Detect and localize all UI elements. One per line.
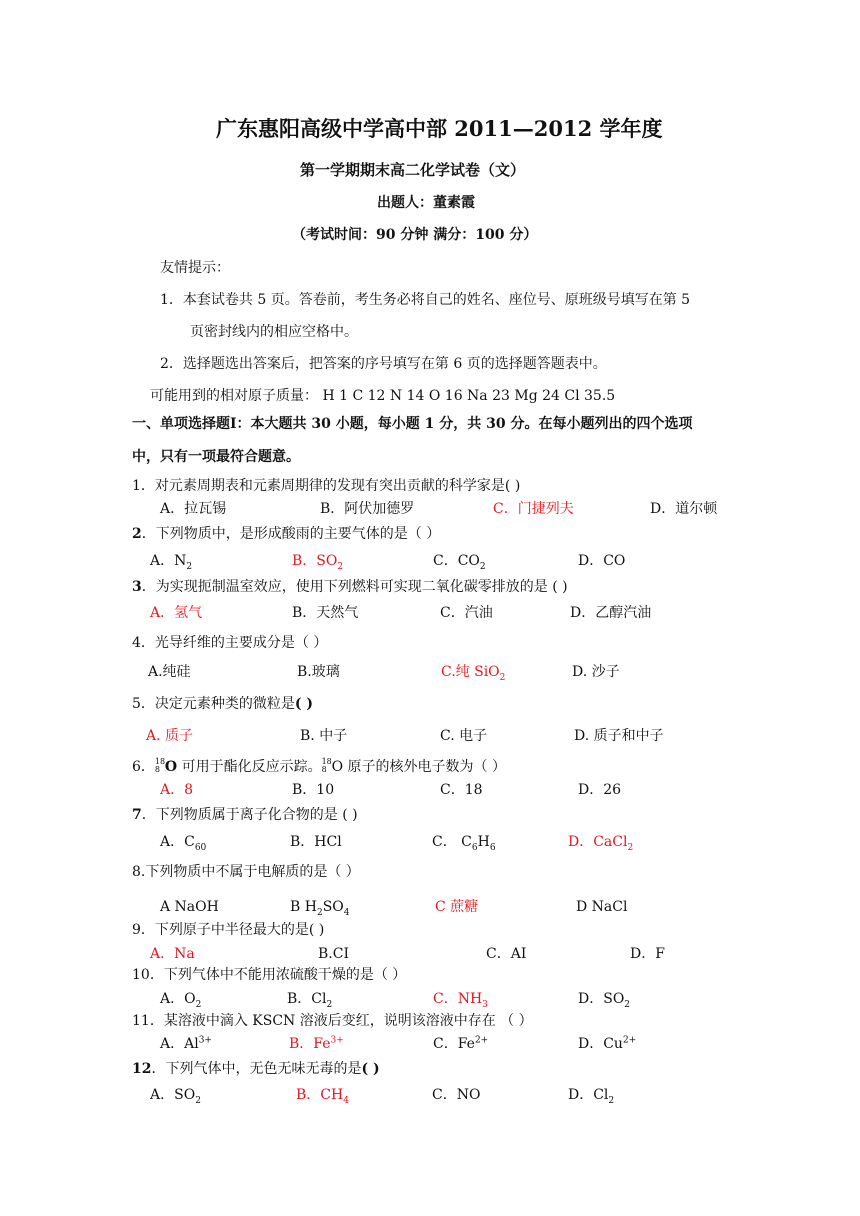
q7-stem-text: ．下列物质属于离子化合物的是 ( ) [141, 807, 358, 823]
q7-stem [132, 806, 358, 824]
q9-stem: 9．下列原子中半径最大的是( ) [132, 922, 325, 938]
q7-option-d: D．CaCl$_2$ [568, 834, 634, 853]
q6-option-b: B．10 [292, 782, 335, 798]
q10-stem: 10．下列气体中不能用浓硫酸干燥的是（ ） [132, 967, 407, 983]
q1-option-c: C．门捷列夫 [493, 501, 574, 517]
q5-option-a: A. 质子 [146, 728, 194, 744]
q4-option-d: D. 沙子 [572, 664, 620, 680]
q4-stem: 4．光导纤维的主要成分是（ ） [132, 635, 328, 651]
q12-option-a: A．$SO_2$ [150, 1087, 201, 1106]
q8-stem: 8.下列物质中不属于电解质的是（ ） [132, 864, 360, 880]
q9-option-b: B.CI [318, 946, 349, 962]
q3-option-c: C．汽油 [440, 605, 493, 621]
exam-author: 出题人：董素霞 [377, 195, 475, 211]
q12-number: 12 [132, 1061, 152, 1077]
q9-option-d: D．F [630, 946, 665, 962]
q6-option-d: D．26 [578, 782, 622, 798]
q2-option-d: D．CO [578, 553, 626, 569]
q5-stem: 5．决定元素种类的微粒是( ) [132, 696, 314, 712]
q4-option-a: A.纯硅 [148, 664, 191, 680]
q7-number: 7 [132, 807, 142, 823]
q2-option-b: B．$SO_2$ [292, 553, 344, 572]
q2-stem-text: ．下列物质中，是形成酸雨的主要气体的是（ ） [141, 526, 441, 542]
q3-option-d: D．乙醇汽油 [570, 605, 652, 621]
q12-option-c: C．NO [432, 1087, 481, 1103]
q11-option-b: B．$Fe^{3+}$ [289, 1035, 344, 1052]
q1-option-a: A．拉瓦锡 [160, 501, 227, 517]
q6-isotope-notation-2: 18 8 [321, 757, 332, 774]
q11-stem: 11．某溶液中滴入 KSCN 溶液后变红，说明该溶液中存在 （ ） [132, 1013, 533, 1029]
q9-option-a: A．Na [150, 946, 195, 962]
q6-option-a: A．8 [160, 782, 194, 798]
q12-option-b: B．$CH_4$ [296, 1087, 349, 1106]
q3-option-a: A．氢气 [150, 605, 203, 621]
note-1-line-2: 页密封线内的相应空格中。 [190, 324, 358, 340]
atomic-mass-list: 可能用到的相对原子质量： H 1 C 12 N 14 O 16 Na 23 Mg 24 Cl 35.5 [150, 388, 616, 404]
q3-option-b: B．天然气 [292, 605, 359, 621]
q2-option-c: C．$CO_2$ [433, 553, 486, 572]
q2-number: 2 [132, 526, 142, 542]
q9-option-c: C．AI [486, 946, 527, 962]
q2-stem [132, 525, 440, 543]
q1-option-b: B．阿伏加德罗 [320, 501, 415, 517]
q1-option-d: D．道尔顿 [650, 501, 718, 517]
q12-option-d: D．$Cl_2$ [568, 1087, 615, 1106]
q8-option-c: C 蔗糖 [435, 899, 479, 915]
q5-option-c: C. 电子 [440, 728, 488, 744]
q1-stem: 1．对元素周期表和元素周期律的发现有突出贡献的科学家是( ) [132, 478, 521, 494]
q7-option-c: C． $C_6H_6$ [432, 834, 496, 853]
q2-option-a: A．$N_2$ [150, 553, 193, 572]
q11-option-a: A．$Al^{3+}$ [160, 1035, 212, 1052]
section-heading-line-2: 中，只有一项最符合题意。 [132, 449, 300, 465]
q5-option-b: B. 中子 [300, 728, 348, 744]
q3-number: 3 [132, 579, 142, 595]
note-1-line-1: 1．本套试卷共 5 页。答卷前，考生务必将自己的姓名、座位号、原班级号填写在第 5 [160, 292, 691, 308]
q10-option-c: C．$NH_3$ [433, 991, 488, 1010]
q8-option-d: D NaCl [576, 899, 628, 915]
exam-info: （考试时间：90 分钟 满分：100 分） [292, 227, 538, 243]
q8-option-a: A NaOH [160, 899, 219, 915]
q10-option-a: A．$O_2$ [160, 991, 202, 1010]
q5-option-d: D. 质子和中子 [574, 728, 664, 744]
q3-stem-text: ．为实现扼制温室效应，使用下列燃料可实现二氧化碳零排放的是 ( ) [141, 579, 568, 595]
q6-isotope-notation: 18 8 [154, 757, 166, 774]
q10-option-d: D．$SO_2$ [578, 991, 631, 1010]
q7-option-a: A．$C_{60}$ [160, 834, 207, 853]
q7-option-b: B．HCl [290, 834, 342, 850]
q11-option-c: C．$Fe^{2+}$ [433, 1035, 489, 1052]
q3-stem [132, 578, 568, 596]
q11-option-d: D．$Cu^{2+}$ [578, 1035, 637, 1052]
exam-subtitle: 第一学期期末高二化学试卷（文） [300, 161, 526, 179]
q4-option-b: B.玻璃 [297, 664, 340, 680]
q12-stem: 12．下列气体中，无色无味无毒的是( ) [132, 1061, 380, 1077]
section-heading-line-1: 一、单项选择题Ⅰ：本大题共 30 小题，每小题 1 分，共 30 分。在每小题列出的四个选项 [132, 416, 693, 432]
q10-option-b: B．$Cl_2$ [287, 991, 333, 1010]
notes-heading: 友情提示： [160, 260, 230, 276]
note-2: 2．选择题选出答案后，把答案的序号填写在第 6 页的选择题答题表中。 [160, 356, 607, 372]
q6-option-c: C．18 [440, 782, 483, 798]
q8-option-b: B $H_2SO_4$ [290, 899, 350, 918]
q6-stem: 6． 18 8 O 可用于酯化反应示踪。 18 8 O 原子的核外电子数为（ ） [132, 757, 506, 775]
q4-option-c: C.纯 SiO$_2$ [441, 664, 506, 683]
exam-title: 广东惠阳高级中学高中部 2011—2012 学年度 [216, 116, 663, 141]
